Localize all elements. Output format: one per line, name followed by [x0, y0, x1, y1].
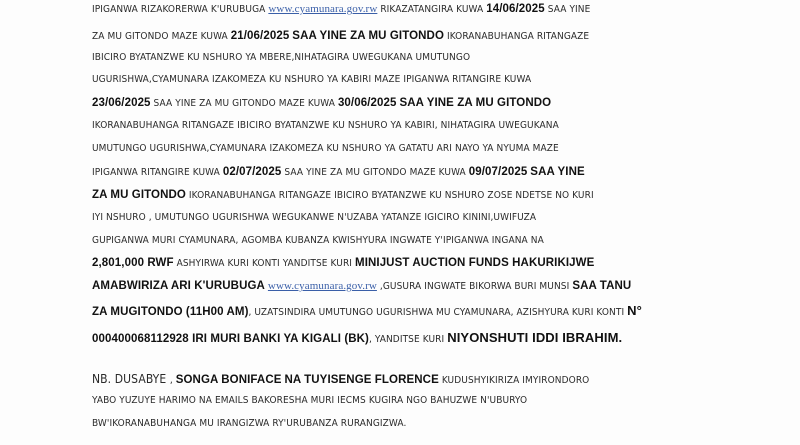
text-run: ZA MU GITONDO MAZE KUWA [92, 31, 231, 42]
text-line [92, 189, 712, 201]
note-label: NB. DUSABYE [92, 372, 170, 386]
text-run: SAA YINE ZA MU GITONDO MAZE KUWA [150, 98, 338, 109]
text-line [92, 395, 712, 406]
text-line [92, 418, 712, 429]
text-run: IPIGANWA RITANGIRE KUWA [92, 167, 223, 178]
bold-text: NA TUYISENGE FLORENCE [284, 374, 439, 386]
text-line [92, 97, 712, 109]
text-line [92, 74, 712, 85]
text-run: YABO YUZUYE HARIMO NA EMAILS BAKORESHA MURI IECMS KUGIRA NGO BAHUZWE N'UBURYO [92, 395, 528, 406]
text-line [92, 257, 712, 269]
bold-text: 23/06/2025 [92, 97, 151, 109]
text-run: IKORANABUHANGA RITANGAZE IBICIRO BYATANZWE KU NSHURO YA KABIRI, NIHATAGIRA UWEGUKANA [92, 120, 559, 131]
text-run: UGURISHWA,CYAMUNARA IZAKOMEZA KU NSHURO YA KABIRI MAZE IPIGANWA RITANGIRE KUWA [92, 74, 532, 85]
bold-text: 14/06/2025 [486, 3, 545, 15]
text-line [92, 3, 712, 15]
text-run: UMUTUNGO UGURISHWA,CYAMUNARA IZAKOMEZA KU NSHURO YA GATATU ARI NAYO YA NYUMA MAZE [92, 143, 559, 154]
text-run: , UZATSINDIRA UMUTUNGO UGURISHWA MU CYAMUNARA, AZISHYURA KURI KONTI [248, 307, 628, 318]
bold-text: 30/06/2025 [337, 97, 397, 109]
bold-text: SAA YINE ZA MU GITONDO [399, 97, 552, 109]
text-run: SAA YINE ZA MU GITONDO MAZE KUWA [281, 167, 469, 178]
text-line [92, 52, 712, 63]
emphasis-text: N° [627, 303, 642, 318]
text-run: BW'IKORANABUHANGA MU IRANGIZWA RY'URUBANZA RURANGIZWA. [92, 418, 407, 429]
emphasis-text: NIYONSHUTI IDDI IBRAHIM. [447, 330, 623, 345]
text-line [92, 166, 712, 178]
bold-text: SAA TANU [572, 280, 632, 292]
website-link[interactable]: www.cyamunara.gov.rw [267, 280, 377, 292]
text-line [92, 303, 712, 318]
text-run: , YANDITSE KURI [369, 334, 448, 345]
text-run: RIKAZATANGIRA KUWA [377, 4, 487, 15]
website-link[interactable]: www.cyamunara.gov.rw [268, 3, 378, 15]
text-line [92, 120, 712, 131]
text-line [92, 30, 712, 42]
text-run: IPIGANWA RIZAKORERWA K'URUBUGA [92, 4, 269, 15]
text-run: IBICIRO BYATANZWE KU NSHURO YA MBERE,NIHATAGIRA UWEGUKANA UMUTUNGO [92, 52, 471, 63]
bold-text: 2,801,000 RWF [92, 257, 174, 269]
text-run: IKORANABUHANGA RITANGAZE [444, 31, 590, 42]
text-line [92, 330, 712, 345]
text-line [92, 280, 712, 292]
text-run: IYI NSHURO , UMUTUNGO UGURISHWA WEGUKANWE N'UZABA YATANZE IGICIRO KININI,UWIFUZA [92, 212, 537, 223]
bold-text: 02/07/2025 [222, 166, 282, 178]
text-run: IKORANABUHANGA RITANGAZE IBICIRO BYATANZWE KU NSHURO ZOSE NDETSE NO KURI [185, 190, 594, 201]
bold-text: 21/06/2025 [230, 30, 290, 42]
text-run: SAA YINE [544, 4, 591, 15]
bold-text: AMABWIRIZA ARI K'URUBUGA [92, 280, 265, 292]
text-line [92, 143, 712, 154]
text-run: , [169, 375, 176, 386]
text-run: ASHYIRWA KURI KONTI YANDITSE KURI [173, 258, 356, 269]
bold-text: SAA YINE [530, 166, 585, 178]
emphasis-text: SONGA BONIFACE [175, 374, 282, 386]
text-run: ,GUSURA INGWATE BIKORWA BURI MUNSI [376, 281, 573, 292]
text-line [92, 372, 712, 386]
text-run: GUPIGANWA MURI CYAMUNARA, AGOMBA KUBANZA KWISHYURA INGWATE Y'IPIGANWA INGANA NA [92, 235, 544, 246]
bold-text: ZA MU GITONDO [92, 189, 186, 201]
bold-text: MINIJUST AUCTION FUNDS HAKURIKIJWE [355, 257, 595, 269]
bold-text: ZA MUGITONDO (11H00 AM) [92, 306, 249, 318]
text-run: KUDUSHYIKIRIZA IMYIRONDORO [438, 375, 590, 386]
emphasis-text: 000400068112928 IRI MURI BANKI YA KIGALI (BK) [92, 333, 369, 345]
text-line [92, 212, 712, 223]
bold-text: 09/07/2025 [468, 166, 528, 178]
bold-text: SAA YINE ZA MU GITONDO [292, 30, 445, 42]
text-line [92, 235, 712, 246]
